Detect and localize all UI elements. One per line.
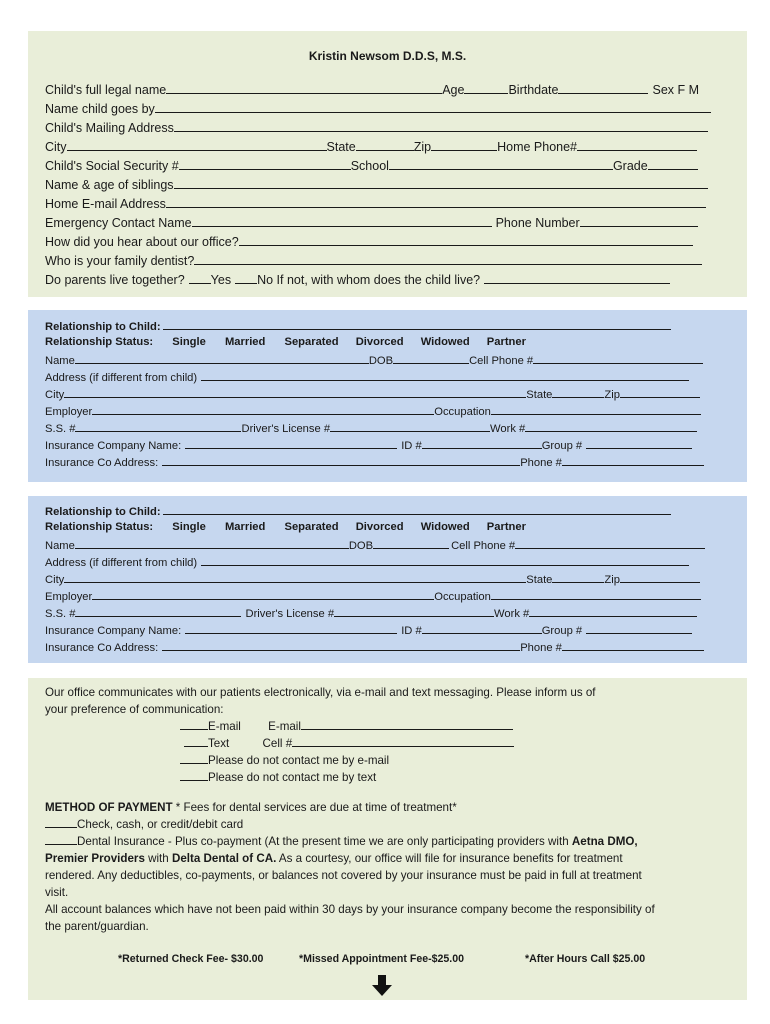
g1-insurance-field[interactable] bbox=[185, 438, 397, 449]
g2-insurance-row: Insurance Company Name: ID # Group # bbox=[45, 623, 692, 637]
guardian-1-section bbox=[28, 310, 747, 482]
payment-insurance-row-4: visit. bbox=[45, 886, 69, 899]
g2-status-married[interactable]: Married bbox=[224, 521, 266, 533]
g2-group-field[interactable] bbox=[586, 623, 692, 634]
emergency-phone-field[interactable] bbox=[580, 216, 698, 227]
dentist-field[interactable] bbox=[194, 254, 702, 265]
arrow-down-icon bbox=[371, 975, 393, 997]
g1-status-widowed[interactable]: Widowed bbox=[420, 336, 470, 348]
row-city: City State Zip Home Phone# bbox=[45, 140, 697, 154]
g1-ss-field[interactable] bbox=[75, 421, 241, 432]
g1-relationship-field[interactable] bbox=[163, 319, 671, 330]
emergency-contact-field[interactable] bbox=[192, 216, 492, 227]
after-hours-fee: *After Hours Call $25.00 bbox=[525, 953, 646, 965]
g1-employer-row: Employer Occupation bbox=[45, 404, 701, 418]
age-field[interactable] bbox=[464, 83, 508, 94]
g1-status-divorced[interactable]: Divorced bbox=[355, 336, 404, 348]
comm-email-field[interactable] bbox=[301, 719, 513, 730]
g1-insurance-row: Insurance Company Name: ID # Group # bbox=[45, 438, 692, 452]
g2-city-field[interactable] bbox=[64, 572, 526, 583]
lives-with-field[interactable] bbox=[484, 273, 670, 284]
comm-intro-1: Our office communicates with our patients electronically, via e-mail and text messaging. Please inform us of bbox=[45, 686, 596, 699]
g1-city-row: City State Zip bbox=[45, 387, 700, 401]
zip-field[interactable] bbox=[431, 140, 497, 151]
g2-employer-field[interactable] bbox=[92, 589, 434, 600]
g2-status-single[interactable]: Single bbox=[172, 521, 206, 533]
g2-name-row: Name DOB Cell Phone # bbox=[45, 538, 705, 552]
payment-heading-row: METHOD OF PAYMENT * Fees for dental services are due at time of treatment* bbox=[45, 801, 457, 814]
row-parents: Do parents live together? Yes No If not, with whom does the child live? bbox=[45, 273, 670, 287]
g2-ins-phone-field[interactable] bbox=[562, 640, 704, 651]
g1-zip-field[interactable] bbox=[620, 387, 700, 398]
g1-group-field[interactable] bbox=[586, 438, 692, 449]
g1-name-row: Name DOB Cell Phone # bbox=[45, 353, 703, 367]
g1-work-field[interactable] bbox=[525, 421, 697, 432]
g1-address-field[interactable] bbox=[201, 370, 689, 381]
g2-name-field[interactable] bbox=[75, 538, 349, 549]
row-emergency: Emergency Contact Name Phone Number bbox=[45, 216, 698, 230]
g1-ins-address-field[interactable] bbox=[162, 455, 520, 466]
g1-status-partner[interactable]: Partner bbox=[486, 336, 526, 348]
g2-ins-address-row: Insurance Co Address: Phone # bbox=[45, 640, 704, 654]
row-mailing: Child's Mailing Address bbox=[45, 121, 708, 135]
payment-balance-1: All account balances which have not been paid within 30 days by your insurance company become the responsibility of bbox=[45, 903, 655, 916]
missed-appointment-fee: *Missed Appointment Fee-$25.00 bbox=[299, 953, 465, 965]
g2-status-separated[interactable]: Separated bbox=[284, 521, 339, 533]
comm-intro-2: your preference of communication: bbox=[45, 703, 224, 716]
g2-address-row: Address (if different from child) bbox=[45, 555, 689, 569]
payment-heading: METHOD OF PAYMENT bbox=[45, 801, 173, 814]
guardian-2-section bbox=[28, 496, 747, 663]
payment-insurance-option[interactable] bbox=[45, 834, 77, 845]
g2-state-field[interactable] bbox=[552, 572, 604, 583]
g1-license-field[interactable] bbox=[330, 421, 490, 432]
parents-yes-field[interactable] bbox=[189, 273, 211, 284]
payment-insurance-row-2: Premier Providers with Delta Dental of CA. As a courtesy, our office will file for insurance benefits for treatment bbox=[45, 852, 623, 865]
mailing-field[interactable] bbox=[174, 121, 708, 132]
g2-occupation-field[interactable] bbox=[491, 589, 701, 600]
g1-status-single[interactable]: Single bbox=[172, 336, 206, 348]
g2-dob-field[interactable] bbox=[373, 538, 449, 549]
comm-text-row: Text Cell # bbox=[184, 736, 514, 750]
sex-options[interactable]: Sex F M bbox=[652, 83, 700, 97]
siblings-field[interactable] bbox=[174, 178, 708, 189]
communication-payment-section bbox=[28, 678, 747, 1000]
g1-employer-field[interactable] bbox=[92, 404, 434, 415]
g1-ins-phone-field[interactable] bbox=[562, 455, 704, 466]
g1-city-field[interactable] bbox=[64, 387, 526, 398]
comm-cell-field[interactable] bbox=[292, 736, 514, 747]
g2-ss-row: S.S. # Driver's License # Work # bbox=[45, 606, 697, 620]
comm-email-row: E-mail E-mail bbox=[180, 719, 513, 733]
comm-no-email-row: Please do not contact me by e-mail bbox=[180, 753, 389, 767]
payment-check-option[interactable] bbox=[45, 817, 77, 828]
returned-check-fee: *Returned Check Fee- $30.00 bbox=[118, 953, 264, 965]
child-info-section bbox=[28, 31, 747, 297]
g2-insurance-field[interactable] bbox=[185, 623, 397, 634]
parents-no-field[interactable] bbox=[235, 273, 257, 284]
g1-ins-address-row: Insurance Co Address: Phone # bbox=[45, 455, 704, 469]
g1-relationship-row: Relationship to Child: bbox=[45, 319, 671, 333]
row-email: Home E-mail Address bbox=[45, 197, 706, 211]
g2-status-partner[interactable]: Partner bbox=[486, 521, 526, 533]
g1-address-row: Address (if different from child) bbox=[45, 370, 689, 384]
payment-insurance-row: Dental Insurance - Plus co-payment (At the present time we are only participating providers with Aetna DMO, bbox=[45, 833, 638, 850]
goes-by-field[interactable] bbox=[155, 102, 711, 113]
g2-id-field[interactable] bbox=[422, 623, 542, 634]
g2-license-field[interactable] bbox=[334, 606, 494, 617]
g2-address-field[interactable] bbox=[201, 555, 689, 566]
home-email-field[interactable] bbox=[166, 197, 706, 208]
g1-occupation-field[interactable] bbox=[491, 404, 701, 415]
row-ssn: Child's Social Security # School Grade bbox=[45, 159, 698, 173]
row-heard: How did you hear about our office? bbox=[45, 235, 693, 249]
comm-email-check[interactable] bbox=[180, 719, 208, 730]
g2-status-divorced[interactable]: Divorced bbox=[355, 521, 404, 533]
home-phone-field[interactable] bbox=[577, 140, 697, 151]
g1-cell-field[interactable] bbox=[533, 353, 703, 364]
g2-work-field[interactable] bbox=[529, 606, 697, 617]
full-name-field[interactable] bbox=[166, 83, 442, 94]
ssn-field[interactable] bbox=[179, 159, 351, 170]
city-field[interactable] bbox=[67, 140, 327, 151]
birthdate-field[interactable] bbox=[558, 83, 648, 94]
g1-id-field[interactable] bbox=[422, 438, 542, 449]
g1-ss-row: S.S. # Driver's License # Work # bbox=[45, 421, 697, 435]
g2-status-widowed[interactable]: Widowed bbox=[420, 521, 470, 533]
state-field[interactable] bbox=[356, 140, 414, 151]
g2-relationship-field[interactable] bbox=[163, 504, 671, 515]
row-full-name: Child's full legal name Age Birthdate Sex F M bbox=[45, 83, 700, 97]
school-field[interactable] bbox=[389, 159, 613, 170]
comm-no-text-row: Please do not contact me by text bbox=[180, 770, 376, 784]
payment-balance-2: the parent/guardian. bbox=[45, 920, 149, 933]
g2-zip-field[interactable] bbox=[620, 572, 700, 583]
g2-cell-field[interactable] bbox=[515, 538, 705, 549]
g2-ins-address-field[interactable] bbox=[162, 640, 520, 651]
g1-state-field[interactable] bbox=[552, 387, 604, 398]
g2-city-row: City State Zip bbox=[45, 572, 700, 586]
comm-text-check[interactable] bbox=[184, 736, 208, 747]
g1-status-separated[interactable]: Separated bbox=[284, 336, 339, 348]
g2-employer-row: Employer Occupation bbox=[45, 589, 701, 603]
grade-field[interactable] bbox=[648, 159, 698, 170]
practice-title: Kristin Newsom D.D.S, M.S. bbox=[308, 49, 467, 63]
g2-relationship-row: Relationship to Child: bbox=[45, 504, 671, 518]
row-dentist: Who is your family dentist? bbox=[45, 254, 702, 268]
row-siblings: Name & age of siblings bbox=[45, 178, 708, 192]
g2-ss-field[interactable] bbox=[75, 606, 241, 617]
g1-status-married[interactable]: Married bbox=[224, 336, 266, 348]
row-goes-by: Name child goes by bbox=[45, 102, 711, 116]
payment-insurance-row-3: rendered. Any deductibles, co-payments, or balances not covered by your insurance must be paid in full at treatment bbox=[45, 869, 642, 882]
g1-status-row: Relationship Status: Single Married Separated Divorced Widowed Partner bbox=[45, 336, 526, 348]
comm-no-text-check[interactable] bbox=[180, 770, 208, 781]
payment-check-row: Check, cash, or credit/debit card bbox=[45, 816, 243, 833]
comm-no-email-check[interactable] bbox=[180, 753, 208, 764]
g1-name-field[interactable] bbox=[75, 353, 369, 364]
g2-status-row: Relationship Status: Single Married Separated Divorced Widowed Partner bbox=[45, 521, 526, 533]
heard-field[interactable] bbox=[239, 235, 693, 246]
g1-dob-field[interactable] bbox=[393, 353, 469, 364]
